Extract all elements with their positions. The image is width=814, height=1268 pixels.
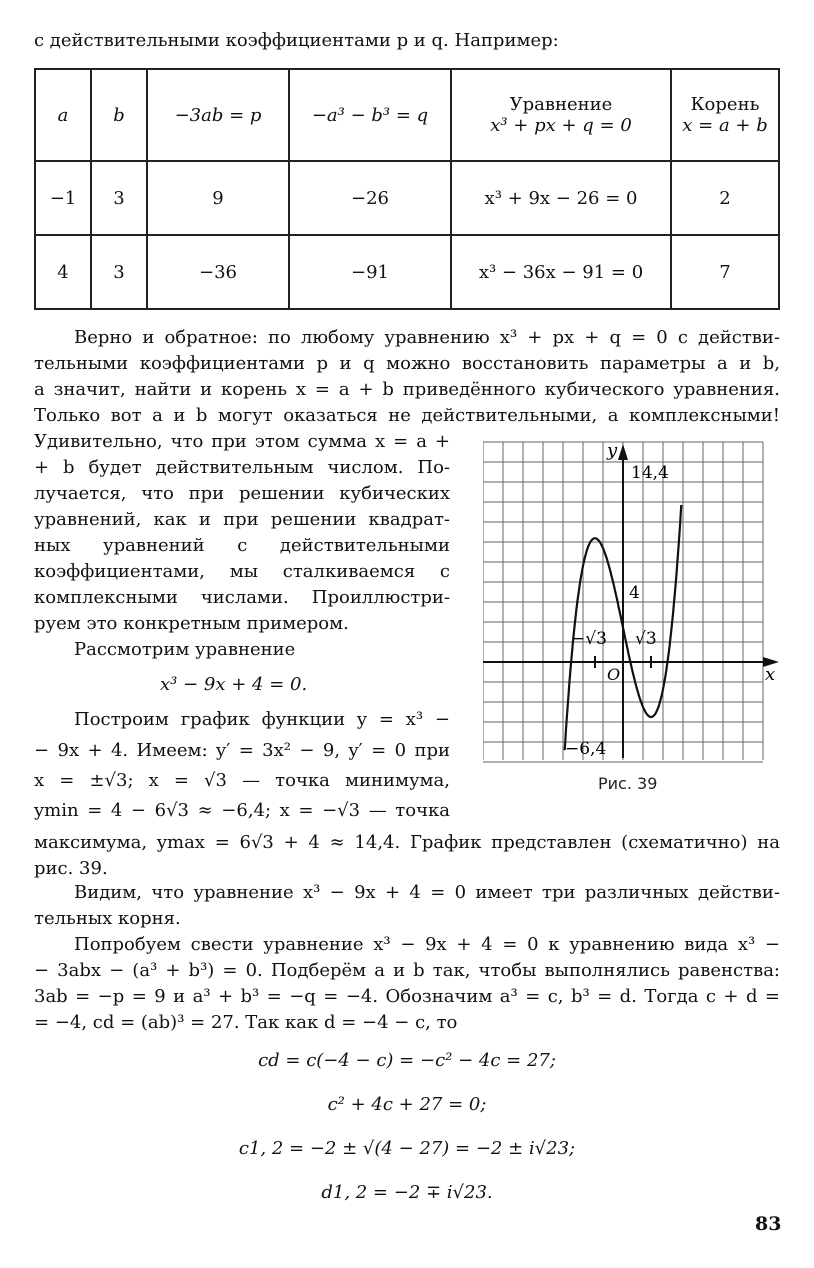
consider-text: Рассмотрим уравнение xyxy=(74,639,296,660)
formula-1: cd = c(−4 − c) = −c² − 4c = 27; xyxy=(258,1050,556,1071)
figure-caption: Рис. 39 xyxy=(598,774,658,793)
table-header-row xyxy=(35,69,779,161)
header-cell: b xyxy=(91,69,147,161)
cubic-graph xyxy=(483,440,783,770)
page-number: 83 xyxy=(755,1213,782,1235)
label-neg-sqrt3: −√3 xyxy=(571,629,607,649)
table-row: 4 3 −36 −91 x³ − 36x − 91 = 0 7 xyxy=(35,235,779,309)
header-cell: Уравнение x³ + px + q = 0 xyxy=(451,69,671,161)
label-four: 4 xyxy=(629,583,640,603)
formula-3: c1, 2 = −2 ± √(4 − 27) = −2 ± i√23; xyxy=(238,1138,576,1159)
formula-2: c² + 4c + 27 = 0; xyxy=(327,1094,487,1115)
header-cell: −a³ − b³ = q xyxy=(289,69,451,161)
y-axis-arrow xyxy=(618,444,628,460)
y-axis-label: y xyxy=(607,440,618,461)
formula-4: d1, 2 = −2 ∓ i√23. xyxy=(321,1182,493,1203)
parameters-table xyxy=(34,68,780,310)
label-min: −6,4 xyxy=(565,739,607,759)
label-pos-sqrt3: √3 xyxy=(635,629,657,649)
x-axis-label: x xyxy=(765,664,776,685)
main-equation: x³ − 9x + 4 = 0. xyxy=(160,674,308,695)
label-max: 14,4 xyxy=(631,463,669,483)
intro-line: с действительными коэффициентами p и q. Например: xyxy=(34,30,559,51)
header-cell: −3ab = p xyxy=(147,69,289,161)
origin-label: O xyxy=(607,665,621,684)
header-cell: Корень x = a + b xyxy=(671,69,779,161)
header-cell: a xyxy=(35,69,91,161)
table-row: −1 3 9 −26 x³ + 9x − 26 = 0 2 xyxy=(35,161,779,235)
